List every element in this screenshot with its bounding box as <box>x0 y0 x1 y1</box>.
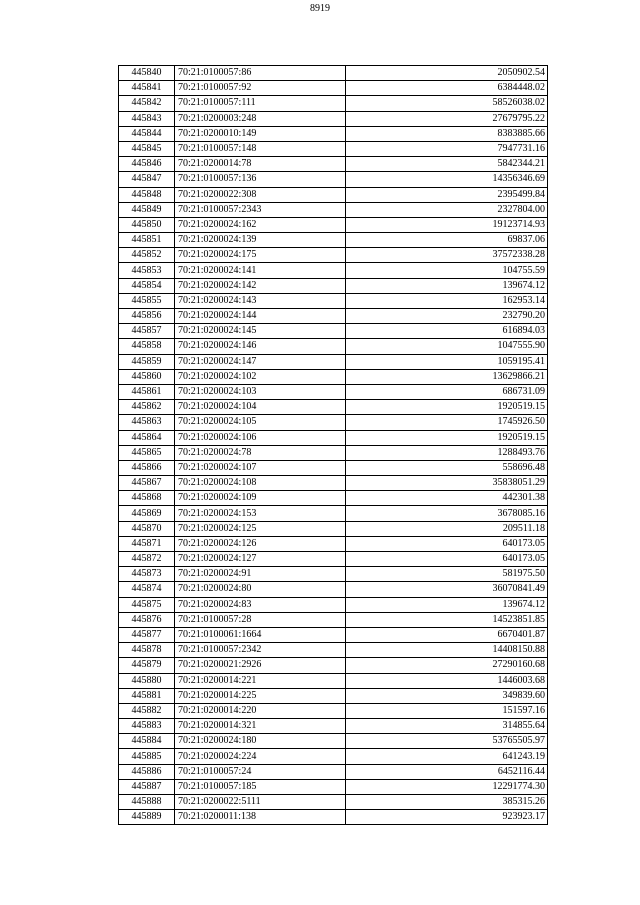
page-number: 8919 <box>310 3 330 14</box>
value-cell: 232790.20 <box>346 309 548 324</box>
value-cell: 640173.05 <box>346 552 548 567</box>
table-row <box>119 400 548 415</box>
data-table <box>118 65 548 825</box>
value-cell: 5842344.21 <box>346 157 548 172</box>
value-cell: 1047555.90 <box>346 339 548 354</box>
value-cell: 3678085.16 <box>346 506 548 521</box>
value-cell: 19123714.93 <box>346 217 548 232</box>
data-table-container <box>118 65 548 825</box>
value-cell: 640173.05 <box>346 536 548 551</box>
cadastral-number-cell: 70:21:0100057:24 <box>175 764 346 779</box>
cadastral-number-cell: 70:21:0200024:83 <box>175 597 346 612</box>
cadastral-number-cell: 70:21:0200024:145 <box>175 324 346 339</box>
table-row <box>119 719 548 734</box>
cadastral-number-cell: 70:21:0100057:111 <box>175 96 346 111</box>
table-row <box>119 612 548 627</box>
value-cell: 1920519.15 <box>346 400 548 415</box>
cadastral-number-cell: 70:21:0100061:1664 <box>175 627 346 642</box>
row-number-cell: 445856 <box>119 309 175 324</box>
row-number-cell: 445870 <box>119 521 175 536</box>
row-number-cell: 445878 <box>119 643 175 658</box>
table-row <box>119 810 548 825</box>
value-cell: 151597.16 <box>346 703 548 718</box>
row-number-cell: 445885 <box>119 749 175 764</box>
table-row <box>119 764 548 779</box>
value-cell: 209511.18 <box>346 521 548 536</box>
table-row <box>119 324 548 339</box>
row-number-cell: 445883 <box>119 719 175 734</box>
row-number-cell: 445864 <box>119 430 175 445</box>
table-row <box>119 552 548 567</box>
value-cell: 8383885.66 <box>346 126 548 141</box>
table-row <box>119 430 548 445</box>
cadastral-number-cell: 70:21:0100057:148 <box>175 141 346 156</box>
row-number-cell: 445844 <box>119 126 175 141</box>
cadastral-number-cell: 70:21:0200024:78 <box>175 445 346 460</box>
value-cell: 7947731.16 <box>346 141 548 156</box>
row-number-cell: 445874 <box>119 582 175 597</box>
value-cell: 349839.60 <box>346 688 548 703</box>
value-cell: 641243.19 <box>346 749 548 764</box>
value-cell: 2050902.54 <box>346 66 548 81</box>
value-cell: 162953.14 <box>346 293 548 308</box>
cadastral-number-cell: 70:21:0200003:248 <box>175 111 346 126</box>
table-row <box>119 734 548 749</box>
table-row <box>119 126 548 141</box>
table-row <box>119 217 548 232</box>
row-number-cell: 445879 <box>119 658 175 673</box>
row-number-cell: 445862 <box>119 400 175 415</box>
row-number-cell: 445882 <box>119 703 175 718</box>
table-row <box>119 445 548 460</box>
row-number-cell: 445858 <box>119 339 175 354</box>
table-row <box>119 369 548 384</box>
value-cell: 2327804.00 <box>346 202 548 217</box>
table-row <box>119 476 548 491</box>
value-cell: 1745926.50 <box>346 415 548 430</box>
value-cell: 1446003.68 <box>346 673 548 688</box>
row-number-cell: 445861 <box>119 384 175 399</box>
cadastral-number-cell: 70:21:0200024:139 <box>175 233 346 248</box>
table-row <box>119 96 548 111</box>
row-number-cell: 445847 <box>119 172 175 187</box>
cadastral-number-cell: 70:21:0200024:105 <box>175 415 346 430</box>
value-cell: 14356346.69 <box>346 172 548 187</box>
cadastral-number-cell: 70:21:0200024:109 <box>175 491 346 506</box>
row-number-cell: 445842 <box>119 96 175 111</box>
value-cell: 27290160.68 <box>346 658 548 673</box>
value-cell: 58526038.02 <box>346 96 548 111</box>
cadastral-number-cell: 70:21:0200024:91 <box>175 567 346 582</box>
row-number-cell: 445880 <box>119 673 175 688</box>
cadastral-number-cell: 70:21:0200024:146 <box>175 339 346 354</box>
value-cell: 13629866.21 <box>346 369 548 384</box>
row-number-cell: 445846 <box>119 157 175 172</box>
row-number-cell: 445886 <box>119 764 175 779</box>
table-row <box>119 627 548 642</box>
value-cell: 686731.09 <box>346 384 548 399</box>
table-row <box>119 248 548 263</box>
table-row <box>119 688 548 703</box>
value-cell: 442301.38 <box>346 491 548 506</box>
row-number-cell: 445845 <box>119 141 175 156</box>
row-number-cell: 445887 <box>119 779 175 794</box>
table-row <box>119 384 548 399</box>
table-row <box>119 597 548 612</box>
cadastral-number-cell: 70:21:0200024:126 <box>175 536 346 551</box>
row-number-cell: 445848 <box>119 187 175 202</box>
value-cell: 314855.64 <box>346 719 548 734</box>
row-number-cell: 445888 <box>119 795 175 810</box>
row-number-cell: 445841 <box>119 81 175 96</box>
row-number-cell: 445849 <box>119 202 175 217</box>
cadastral-number-cell: 70:21:0200024:107 <box>175 460 346 475</box>
cadastral-number-cell: 70:21:0100057:86 <box>175 66 346 81</box>
table-row <box>119 172 548 187</box>
value-cell: 69837.06 <box>346 233 548 248</box>
table-row <box>119 795 548 810</box>
value-cell: 139674.12 <box>346 597 548 612</box>
table-row <box>119 233 548 248</box>
table-row <box>119 779 548 794</box>
cadastral-number-cell: 70:21:0200024:175 <box>175 248 346 263</box>
cadastral-number-cell: 70:21:0200010:149 <box>175 126 346 141</box>
row-number-cell: 445860 <box>119 369 175 384</box>
value-cell: 385315.26 <box>346 795 548 810</box>
row-number-cell: 445877 <box>119 627 175 642</box>
cadastral-number-cell: 70:21:0200014:321 <box>175 719 346 734</box>
value-cell: 36070841.49 <box>346 582 548 597</box>
table-row <box>119 643 548 658</box>
cadastral-number-cell: 70:21:0200024:103 <box>175 384 346 399</box>
table-row <box>119 157 548 172</box>
table-row <box>119 81 548 96</box>
cadastral-number-cell: 70:21:0200022:308 <box>175 187 346 202</box>
value-cell: 6452116.44 <box>346 764 548 779</box>
value-cell: 616894.03 <box>346 324 548 339</box>
value-cell: 581975.50 <box>346 567 548 582</box>
table-row <box>119 278 548 293</box>
cadastral-number-cell: 70:21:0200024:102 <box>175 369 346 384</box>
cadastral-number-cell: 70:21:0200024:144 <box>175 309 346 324</box>
value-cell: 14408150.88 <box>346 643 548 658</box>
table-row <box>119 66 548 81</box>
value-cell: 1920519.15 <box>346 430 548 445</box>
table-row <box>119 460 548 475</box>
cadastral-number-cell: 70:21:0200024:224 <box>175 749 346 764</box>
table-row <box>119 673 548 688</box>
row-number-cell: 445889 <box>119 810 175 825</box>
row-number-cell: 445871 <box>119 536 175 551</box>
value-cell: 104755.59 <box>346 263 548 278</box>
row-number-cell: 445859 <box>119 354 175 369</box>
table-row <box>119 521 548 536</box>
value-cell: 1059195.41 <box>346 354 548 369</box>
row-number-cell: 445872 <box>119 552 175 567</box>
row-number-cell: 445853 <box>119 263 175 278</box>
value-cell: 1288493.76 <box>346 445 548 460</box>
cadastral-number-cell: 70:21:0200024:106 <box>175 430 346 445</box>
table-row <box>119 749 548 764</box>
table-row <box>119 187 548 202</box>
cadastral-number-cell: 70:21:0200024:80 <box>175 582 346 597</box>
value-cell: 12291774.30 <box>346 779 548 794</box>
cadastral-number-cell: 70:21:0200024:162 <box>175 217 346 232</box>
cadastral-number-cell: 70:21:0200014:225 <box>175 688 346 703</box>
table-row <box>119 491 548 506</box>
row-number-cell: 445851 <box>119 233 175 248</box>
table-row <box>119 202 548 217</box>
cadastral-number-cell: 70:21:0200024:147 <box>175 354 346 369</box>
cadastral-number-cell: 70:21:0200024:143 <box>175 293 346 308</box>
value-cell: 2395499.84 <box>346 187 548 202</box>
cadastral-number-cell: 70:21:0200024:125 <box>175 521 346 536</box>
cadastral-number-cell: 70:21:0200011:138 <box>175 810 346 825</box>
row-number-cell: 445884 <box>119 734 175 749</box>
table-row <box>119 415 548 430</box>
table-row <box>119 536 548 551</box>
row-number-cell: 445855 <box>119 293 175 308</box>
cadastral-number-cell: 70:21:0200014:221 <box>175 673 346 688</box>
cadastral-number-cell: 70:21:0200014:220 <box>175 703 346 718</box>
cadastral-number-cell: 70:21:0100057:28 <box>175 612 346 627</box>
row-number-cell: 445850 <box>119 217 175 232</box>
cadastral-number-cell: 70:21:0200014:78 <box>175 157 346 172</box>
row-number-cell: 445843 <box>119 111 175 126</box>
row-number-cell: 445840 <box>119 66 175 81</box>
value-cell: 37572338.28 <box>346 248 548 263</box>
cadastral-number-cell: 70:21:0200024:180 <box>175 734 346 749</box>
row-number-cell: 445852 <box>119 248 175 263</box>
value-cell: 6670401.87 <box>346 627 548 642</box>
table-row <box>119 141 548 156</box>
cadastral-number-cell: 70:21:0200024:104 <box>175 400 346 415</box>
row-number-cell: 445873 <box>119 567 175 582</box>
row-number-cell: 445881 <box>119 688 175 703</box>
value-cell: 6384448.02 <box>346 81 548 96</box>
table-row <box>119 339 548 354</box>
value-cell: 558696.48 <box>346 460 548 475</box>
table-row <box>119 703 548 718</box>
cadastral-number-cell: 70:21:0100057:92 <box>175 81 346 96</box>
cadastral-number-cell: 70:21:0200022:5111 <box>175 795 346 810</box>
cadastral-number-cell: 70:21:0100057:2343 <box>175 202 346 217</box>
cadastral-number-cell: 70:21:0100057:136 <box>175 172 346 187</box>
table-row <box>119 309 548 324</box>
table-row <box>119 506 548 521</box>
value-cell: 14523851.85 <box>346 612 548 627</box>
cadastral-number-cell: 70:21:0200021:2926 <box>175 658 346 673</box>
row-number-cell: 445863 <box>119 415 175 430</box>
row-number-cell: 445876 <box>119 612 175 627</box>
row-number-cell: 445867 <box>119 476 175 491</box>
table-row <box>119 658 548 673</box>
table-row <box>119 111 548 126</box>
value-cell: 27679795.22 <box>346 111 548 126</box>
value-cell: 35838051.29 <box>346 476 548 491</box>
table-row <box>119 582 548 597</box>
cadastral-number-cell: 70:21:0200024:108 <box>175 476 346 491</box>
table-row <box>119 293 548 308</box>
value-cell: 139674.12 <box>346 278 548 293</box>
table-row <box>119 263 548 278</box>
table-row <box>119 354 548 369</box>
cadastral-number-cell: 70:21:0200024:127 <box>175 552 346 567</box>
cadastral-number-cell: 70:21:0200024:153 <box>175 506 346 521</box>
cadastral-number-cell: 70:21:0200024:142 <box>175 278 346 293</box>
table-body <box>119 66 548 825</box>
cadastral-number-cell: 70:21:0100057:185 <box>175 779 346 794</box>
row-number-cell: 445854 <box>119 278 175 293</box>
value-cell: 923923.17 <box>346 810 548 825</box>
row-number-cell: 445865 <box>119 445 175 460</box>
row-number-cell: 445868 <box>119 491 175 506</box>
row-number-cell: 445869 <box>119 506 175 521</box>
table-row <box>119 567 548 582</box>
row-number-cell: 445875 <box>119 597 175 612</box>
value-cell: 53765505.97 <box>346 734 548 749</box>
row-number-cell: 445866 <box>119 460 175 475</box>
row-number-cell: 445857 <box>119 324 175 339</box>
cadastral-number-cell: 70:21:0100057:2342 <box>175 643 346 658</box>
cadastral-number-cell: 70:21:0200024:141 <box>175 263 346 278</box>
